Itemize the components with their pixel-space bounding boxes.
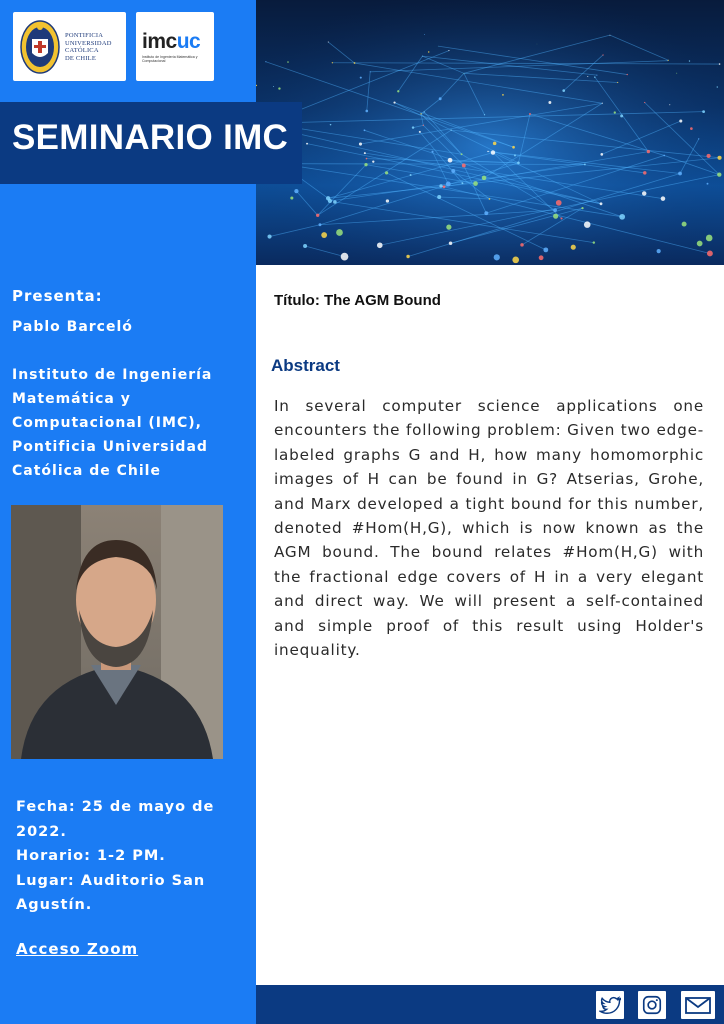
puc-logo [13, 12, 126, 81]
abstract-heading: Abstract [271, 356, 340, 375]
imcuc-logo-name: imcuc [142, 30, 201, 53]
puc-seal-icon [19, 17, 61, 75]
twitter-button[interactable] [594, 989, 626, 1021]
seminar-title: SEMINARIO IMC [12, 118, 289, 157]
event-time: Horario: 1-2 PM. [16, 848, 166, 864]
presenter-institute: Instituto de Ingeniería Matemática y Computacional (IMC), Pontificia Universidad Católica de Chile [12, 367, 213, 479]
imcuc-logo [136, 12, 214, 81]
presenter-portrait [11, 505, 223, 759]
mail-button[interactable] [679, 989, 717, 1021]
network-graphic [256, 0, 724, 265]
zoom-access-link[interactable]: Acceso Zoom [16, 940, 139, 958]
imcuc-logo-subtitle: Instituto de Ingeniería Matemática y Computacional [142, 55, 198, 64]
puc-logo-text: PONTIFICIA UNIVERSIDAD CATÓLICA DE CHILE [65, 32, 112, 62]
event-date: Fecha: 25 de mayo de 2022. [16, 799, 215, 840]
mail-icon [684, 994, 712, 1016]
event-place: Lugar: Auditorio San Agustín. [16, 872, 206, 913]
twitter-icon [599, 994, 621, 1016]
presenter-name: Pablo Barceló [12, 319, 133, 335]
title-band [0, 102, 302, 184]
presenta-label: Presenta: [12, 287, 103, 305]
presenter-photo [11, 505, 223, 759]
instagram-icon [641, 994, 663, 1016]
event-details [16, 795, 216, 918]
hero-network-image [256, 0, 724, 265]
instagram-button[interactable] [636, 989, 668, 1021]
abstract-body: In several computer science applications one encounters the following problem: Given two edge-labeled graphs G and H, how many homomorphic images of H can be found in G? Atserias, Grohe, and Marx developed a tight bound for this number, denoted #Hom(H,G), which is now known as the AGM bound. The bound relates #Hom(H,G) with the fractional edge covers of H in a very elegant and direct way. We will present a self-contained and simple proof of this result using Holder's inequality. [274, 397, 704, 660]
talk-title: Título: The AGM Bound [274, 292, 441, 309]
